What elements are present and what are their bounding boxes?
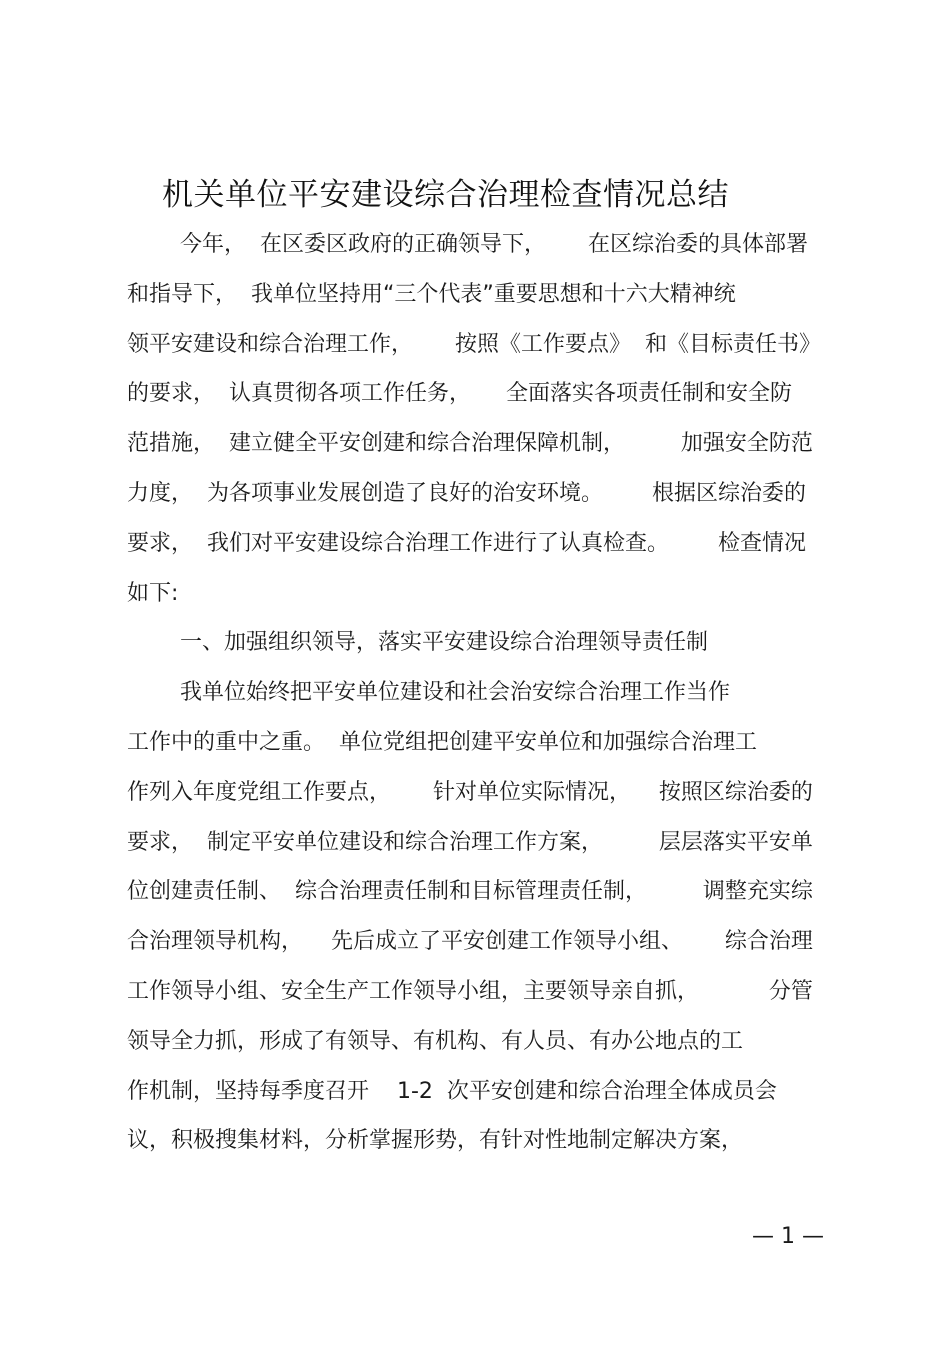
body-line-11: 作列入年度党组工作要点， 针对单位实际情况， 按照区综治委的 [127,780,813,805]
body-line-16: 领导全力抓，形成了有领导、有机构、有人员、有办公地点的工 [127,1029,744,1054]
body-line-6: 力度， 为各项事业发展创造了良好的治安环境。 根据区综治委的 [127,481,806,506]
body-line-7: 要求， 我们对平安建设综合治理工作进行了认真检查。 检查情况 [127,531,806,556]
body-line-18: 议，积极搜集材料，分析掌握形势，有针对性地制定解决方案， [127,1128,744,1153]
body-line-3: 领平安建设和综合治理工作， 按照《工作要点》 和《目标责任书》 [127,332,821,357]
body-line-10: 工作中的重中之重。 单位党组把创建平安单位和加强综合治理工 [127,730,757,755]
body-line-12: 要求， 制定平安单位建设和综合治理工作方案， 层层落实平安单 [127,830,813,855]
body-line-9: 我单位始终把平安单位建设和社会治安综合治理工作当作 [180,680,731,705]
body-line-15: 工作领导小组、安全生产工作领导小组，主要领导亲自抓， 分管 [127,979,813,1004]
body-line-1: 今年， 在区委区政府的正确领导下， 在区综治委的具体部署 [180,232,808,257]
page-number: — 1 — [752,1224,824,1249]
body-line-5: 范措施， 建立健全平安创建和综合治理保障机制， 加强安全防范 [127,431,813,456]
body-line-14: 合治理领导机构， 先后成立了平安创建工作领导小组、 综合治理 [127,929,813,954]
body-line-8: 如下: [127,581,179,606]
section-heading-1: 一、加强组织领导，落实平安建设综合治理领导责任制 [180,630,709,655]
body-line-4: 的要求， 认真贯彻各项工作任务， 全面落实各项责任制和安全防 [127,381,792,406]
body-line-2: 和指导下， 我单位坚持用“三个代表”重要思想和十六大精神统 [127,282,736,307]
body-line-17: 作机制，坚持每季度召开 1-2 次平安创建和综合治理全体成员会 [127,1079,777,1104]
document-title: 机关单位平安建设综合治理检查情况总结 [162,177,729,213]
body-line-13: 位创建责任制、 综合治理责任制和目标管理责任制， 调整充实综 [127,879,813,904]
